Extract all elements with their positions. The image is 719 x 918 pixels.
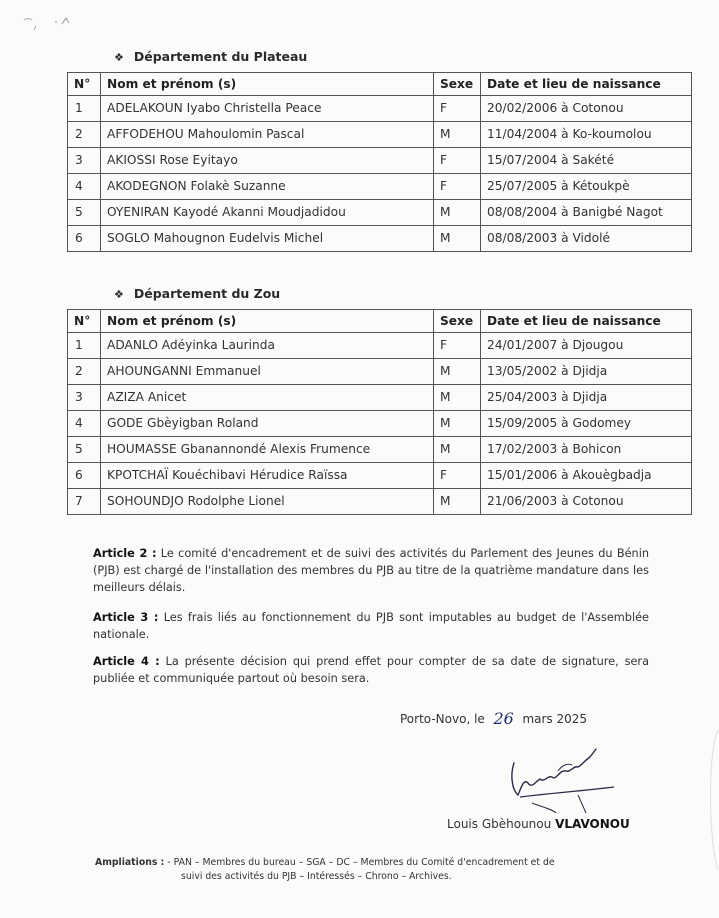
member-sex: M (434, 200, 481, 226)
ampliations-line-1: - PAN – Membres du bureau – SGA – DC – Membres du Comité d'encadrement et de (164, 857, 555, 868)
member-sex: F (434, 174, 481, 200)
column-header-name: Nom et prénom (s) (101, 310, 434, 333)
ampliations-label: Ampliations : (95, 857, 165, 868)
member-name: AKODEGNON Folakè Suzanne (101, 174, 434, 200)
signatory-surname: VLAVONOU (555, 817, 630, 831)
ampliations-block (95, 856, 655, 884)
row-number: 1 (68, 333, 101, 359)
table-row (68, 200, 692, 226)
plateau-members-table (67, 72, 692, 252)
member-name: ADELAKOUN Iyabo Christella Peace (101, 96, 434, 122)
row-number: 2 (68, 359, 101, 385)
member-name: KPOTCHAÏ Kouéchibavi Hérudice Raïssa (101, 463, 434, 489)
member-sex: F (434, 148, 481, 174)
table-row (68, 437, 692, 463)
member-name: SOGLO Mahougnon Eudelvis Michel (101, 226, 434, 252)
member-birth: 25/07/2005 à Kétoukpè (481, 174, 692, 200)
member-birth: 24/01/2007 à Djougou (481, 333, 692, 359)
page-curl-edge (704, 730, 719, 870)
member-name: SOHOUNDJO Rodolphe Lionel (101, 489, 434, 515)
member-birth: 08/08/2003 à Vidolé (481, 226, 692, 252)
article-text: La présente décision qui prend effet pour compter de sa date de signature, sera publiée et communiquée partout où besoin sera. (93, 655, 649, 685)
table-row (68, 96, 692, 122)
column-header-number: N° (68, 73, 101, 96)
table-row (68, 359, 692, 385)
column-header-birth: Date et lieu de naissance (481, 310, 692, 333)
signatory-first-names: Louis Gbèhounou (447, 817, 552, 831)
table-row (68, 411, 692, 437)
row-number: 2 (68, 122, 101, 148)
row-number: 4 (68, 174, 101, 200)
member-birth: 25/04/2003 à Djidja (481, 385, 692, 411)
member-name: AZIZA Anicet (101, 385, 434, 411)
section-title-plateau: ❖ Département du Plateau (114, 49, 308, 64)
row-number: 6 (68, 226, 101, 252)
member-birth: 20/02/2006 à Cotonou (481, 96, 692, 122)
row-number: 6 (68, 463, 101, 489)
scan-speck-mark (22, 14, 82, 42)
member-birth: 17/02/2003 à Bohicon (481, 437, 692, 463)
table-row (68, 463, 692, 489)
column-header-sex: Sexe (434, 310, 481, 333)
article-label: Article 3 : (93, 611, 159, 624)
article-text: Le comité d'encadrement et de suivi des activités du Parlement des Jeunes du Bénin (PJB) est chargé de l'installation des membres du PJB au titre de la quatrième mandature dans les meilleurs délais. (93, 547, 650, 594)
zou-members-table (67, 309, 692, 515)
place-and-date (400, 708, 587, 727)
article-label: Article 4 : (93, 655, 160, 668)
table-row (68, 489, 692, 515)
table-row (68, 333, 692, 359)
diamond-bullet-icon: ❖ (114, 51, 124, 64)
member-birth: 21/06/2003 à Cotonou (481, 489, 692, 515)
article-4 (93, 653, 649, 687)
table-row (68, 385, 692, 411)
row-number: 3 (68, 385, 101, 411)
month-year: mars 2025 (522, 712, 588, 726)
article-2 (93, 545, 649, 596)
row-number: 1 (68, 96, 101, 122)
article-text: Les frais liés au fonctionnement du PJB sont imputables au budget de l'Assemblée nationale. (93, 611, 649, 641)
column-header-birth: Date et lieu de naissance (481, 73, 692, 96)
place-prefix: Porto-Novo, le (400, 712, 485, 726)
member-sex: F (434, 333, 481, 359)
member-name: OYENIRAN Kayodé Akanni Moudjadidou (101, 200, 434, 226)
member-birth: 13/05/2002 à Djidja (481, 359, 692, 385)
table-row (68, 174, 692, 200)
column-header-number: N° (68, 310, 101, 333)
table-row (68, 148, 692, 174)
column-header-sex: Sexe (434, 73, 481, 96)
member-name: GODE Gbèyigban Roland (101, 411, 434, 437)
member-sex: M (434, 411, 481, 437)
column-header-name: Nom et prénom (s) (101, 73, 434, 96)
row-number: 3 (68, 148, 101, 174)
member-sex: M (434, 359, 481, 385)
article-label: Article 2 : (93, 547, 157, 560)
table-row (68, 226, 692, 252)
member-sex: M (434, 122, 481, 148)
table-header-row (68, 310, 692, 333)
member-name: ADANLO Adéyinka Laurinda (101, 333, 434, 359)
ampliations-line-2: suivi des activités du PJB – Intéressés – Chrono – Archives. (181, 871, 452, 882)
member-sex: M (434, 489, 481, 515)
member-birth: 08/08/2004 à Banigbé Nagot (481, 200, 692, 226)
section-title-zou: ❖ Département du Zou (114, 286, 281, 301)
member-name: AFFODEHOU Mahoulomin Pascal (101, 122, 434, 148)
row-number: 7 (68, 489, 101, 515)
member-name: HOUMASSE Gbanannondé Alexis Frumence (101, 437, 434, 463)
handwritten-signature (492, 735, 632, 815)
signatory-name (447, 817, 630, 831)
member-birth: 15/07/2004 à Sakété (481, 148, 692, 174)
handwritten-day: 26 (493, 709, 514, 728)
article-3 (93, 609, 649, 643)
table-row (68, 122, 692, 148)
member-sex: F (434, 463, 481, 489)
table-header-row (68, 73, 692, 96)
row-number: 5 (68, 437, 101, 463)
diamond-bullet-icon: ❖ (114, 288, 124, 301)
member-sex: M (434, 385, 481, 411)
member-birth: 11/04/2004 à Ko-koumolou (481, 122, 692, 148)
member-name: AHOUNGANNI Emmanuel (101, 359, 434, 385)
member-birth: 15/01/2006 à Akouègbadja (481, 463, 692, 489)
member-sex: M (434, 437, 481, 463)
member-name: AKIOSSI Rose Eyitayo (101, 148, 434, 174)
row-number: 4 (68, 411, 101, 437)
member-sex: M (434, 226, 481, 252)
member-birth: 15/09/2005 à Godomey (481, 411, 692, 437)
row-number: 5 (68, 200, 101, 226)
member-sex: F (434, 96, 481, 122)
